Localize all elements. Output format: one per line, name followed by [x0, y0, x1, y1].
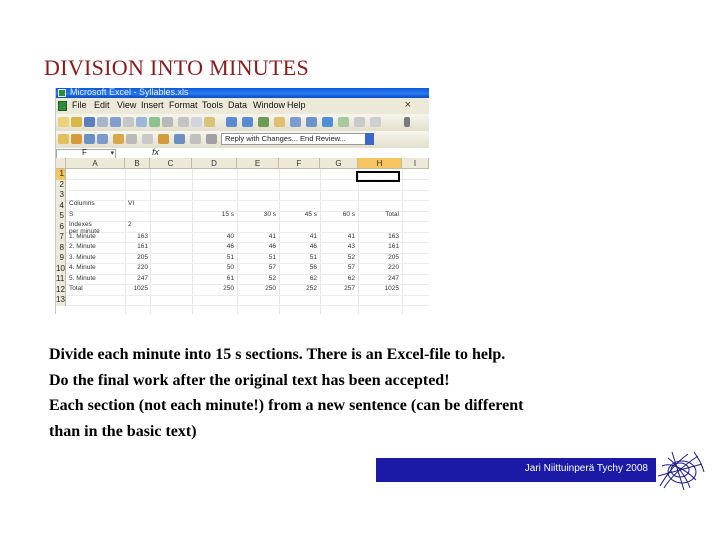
end-review-button[interactable]	[365, 133, 374, 145]
drawing-icon[interactable]	[338, 117, 349, 127]
menu-help[interactable]: Help	[287, 100, 306, 110]
reply-with-changes-box[interactable]	[221, 133, 369, 145]
sort-ascending-icon[interactable]	[290, 117, 301, 127]
cell-g8[interactable]: 43	[347, 243, 355, 250]
cell-b8[interactable]: 161	[137, 243, 148, 250]
menu-format[interactable]: Format	[169, 100, 198, 110]
column-header-c[interactable]: C	[150, 158, 192, 169]
cell-b9[interactable]: 205	[137, 254, 148, 261]
column-header-b[interactable]: B	[125, 158, 150, 169]
cell-a4[interactable]: Columns	[69, 200, 95, 207]
column-header-f[interactable]: F	[279, 158, 320, 169]
cell-g10[interactable]: 57	[347, 264, 355, 271]
cell-a6[interactable]: Indexes	[69, 221, 92, 228]
row-header-3[interactable]: 3	[56, 190, 66, 201]
cell-a10[interactable]: 4. Minute	[69, 264, 96, 271]
open-icon[interactable]	[71, 117, 82, 127]
cell-g9[interactable]: 52	[347, 254, 355, 261]
cell-b11[interactable]: 247	[137, 275, 148, 282]
cell-h12[interactable]: 1025	[384, 285, 399, 292]
cell-a7[interactable]: 1. Minute	[69, 233, 96, 240]
column-header-e[interactable]: E	[237, 158, 279, 169]
worksheet-grid[interactable]	[56, 169, 429, 314]
cell-h9[interactable]: 205	[388, 254, 399, 261]
cell-a6-wrap[interactable]: per minute	[69, 228, 100, 235]
cell-f5[interactable]: 45 s	[304, 211, 317, 218]
cell-d10[interactable]: 50	[226, 264, 234, 271]
review-icon-9[interactable]	[190, 134, 201, 144]
cell-e9[interactable]: 51	[268, 254, 276, 261]
cell-a8[interactable]: 2. Minute	[69, 243, 96, 250]
cut-icon[interactable]	[178, 117, 189, 127]
folder-icon[interactable]	[58, 134, 69, 144]
row-header-12[interactable]: 12	[56, 284, 65, 294]
menu-file[interactable]: File	[72, 100, 87, 110]
sort-descending-icon[interactable]	[306, 117, 317, 127]
slide-title: DIVISION INTO MINUTES	[44, 55, 309, 80]
undo-icon[interactable]	[226, 117, 237, 127]
cell-h10[interactable]: 220	[388, 264, 399, 271]
formula-fx-icon[interactable]: fx	[152, 147, 160, 157]
reviewing-toolbar	[56, 131, 429, 149]
cell-g7[interactable]: 41	[347, 233, 355, 240]
cell-f8[interactable]: 46	[309, 243, 317, 250]
row-header-10[interactable]: 10	[56, 263, 65, 273]
review-icon-10[interactable]	[206, 134, 217, 144]
menu-insert[interactable]: Insert	[141, 100, 164, 110]
toolbar-options-icon[interactable]	[404, 117, 410, 127]
column-header-g[interactable]: G	[320, 158, 358, 169]
instruction-line-2: Do the final work after the original text has been accepted!	[49, 371, 450, 389]
research-icon[interactable]	[162, 117, 173, 127]
column-header-d[interactable]: D	[192, 158, 237, 169]
cell-b7[interactable]: 163	[137, 233, 148, 240]
name-box-value: F	[82, 148, 87, 157]
chevron-down-icon[interactable]: ▾	[110, 150, 114, 157]
excel-title-bar	[56, 88, 429, 98]
paste-icon[interactable]	[204, 117, 215, 127]
menu-view[interactable]: View	[117, 100, 137, 110]
cell-e12[interactable]: 250	[265, 285, 276, 292]
cell-f12[interactable]: 252	[306, 285, 317, 292]
cell-a11[interactable]: 5. Minute	[69, 275, 96, 282]
footer-bar	[376, 458, 656, 482]
excel-window-title: Microsoft Excel - Syllables.xls	[70, 88, 189, 97]
row-header-9[interactable]: 9	[56, 253, 66, 264]
review-icon-6[interactable]	[142, 134, 153, 144]
standard-toolbar	[56, 114, 429, 132]
review-icon-1[interactable]	[71, 134, 82, 144]
chart-wizard-icon[interactable]	[322, 117, 333, 127]
review-icon-5[interactable]	[126, 134, 137, 144]
column-header-a[interactable]: A	[66, 158, 125, 169]
cell-f9[interactable]: 51	[309, 254, 317, 261]
redo-icon[interactable]	[242, 117, 253, 127]
review-icon-7[interactable]	[158, 134, 169, 144]
email-icon[interactable]	[110, 117, 121, 127]
cell-a5[interactable]: S	[69, 211, 74, 218]
close-workbook-icon[interactable]: ×	[404, 99, 411, 111]
review-icon-4[interactable]	[113, 134, 124, 144]
cell-f10[interactable]: 56	[309, 264, 317, 271]
print-icon[interactable]	[123, 117, 134, 127]
menu-data[interactable]: Data	[228, 100, 248, 110]
row-header-6[interactable]: 6	[56, 222, 66, 233]
review-icon-2[interactable]	[84, 134, 95, 144]
row-header-4[interactable]: 4	[56, 201, 66, 212]
cell-b12[interactable]: 1025	[133, 285, 148, 292]
row-header-7[interactable]: 7	[56, 232, 66, 243]
excel-app-icon	[58, 89, 66, 97]
cell-d8[interactable]: 46	[226, 243, 234, 250]
excel-screenshot	[55, 88, 429, 314]
cell-h7[interactable]: 163	[388, 233, 399, 240]
select-all-corner[interactable]	[56, 158, 66, 169]
permission-icon[interactable]	[97, 117, 108, 127]
footer-credit: Jari Niittuinperä Tychy 2008	[524, 463, 648, 474]
excel-menu-bar	[56, 98, 429, 115]
cell-e8[interactable]: 46	[268, 243, 276, 250]
row-header-5[interactable]: 5	[56, 211, 66, 222]
cell-d11[interactable]: 61	[226, 275, 234, 282]
review-icon-8[interactable]	[174, 134, 185, 144]
cell-h5[interactable]: Total	[385, 211, 399, 218]
instruction-text	[49, 342, 689, 445]
menu-tools[interactable]: Tools	[202, 100, 224, 110]
cell-e10[interactable]: 57	[268, 264, 276, 271]
cell-d7[interactable]: 40	[226, 233, 234, 240]
help-icon[interactable]	[370, 117, 381, 127]
cell-g11[interactable]: 62	[347, 275, 355, 282]
cell-b10[interactable]: 220	[137, 264, 148, 271]
reply-with-changes-label: Reply with Changes... End Review...	[225, 134, 346, 143]
workbook-icon	[58, 101, 67, 111]
cell-e7[interactable]: 41	[268, 233, 276, 240]
cell-f11[interactable]: 62	[309, 275, 317, 282]
copy-icon[interactable]	[191, 117, 202, 127]
autosum-icon[interactable]	[274, 117, 285, 127]
spelling-icon[interactable]	[149, 117, 160, 127]
new-icon[interactable]	[58, 117, 69, 127]
cell-e5[interactable]: 30 s	[263, 211, 276, 218]
instruction-line-3: Each section (not each minute!) from a new sentence (can be different	[49, 397, 524, 415]
instruction-line-4: than in the basic text)	[49, 423, 197, 441]
cell-a12[interactable]: Total	[69, 285, 83, 292]
sketch-logo-icon	[654, 446, 708, 492]
column-header-i[interactable]: I	[402, 158, 429, 169]
column-headers	[56, 158, 429, 169]
row-header-1[interactable]: 1	[56, 169, 66, 180]
cell-b4[interactable]: VI	[128, 200, 135, 207]
review-icon-3[interactable]	[97, 134, 108, 144]
row-header-11[interactable]: 11	[56, 274, 65, 283]
active-cell-h1[interactable]	[356, 171, 400, 182]
save-icon[interactable]	[84, 117, 95, 127]
cell-h8[interactable]: 161	[388, 243, 399, 250]
cell-a9[interactable]: 3. Minute	[69, 254, 96, 261]
cell-d12[interactable]: 250	[223, 285, 234, 292]
row-header-13[interactable]: 13	[56, 295, 65, 304]
cell-d5[interactable]: 15 s	[221, 211, 234, 218]
row-header-2[interactable]: 2	[56, 180, 66, 191]
cell-e11[interactable]: 52	[268, 275, 276, 282]
cell-h11[interactable]: 247	[388, 275, 399, 282]
zoom-icon[interactable]	[354, 117, 365, 127]
cell-f7[interactable]: 41	[309, 233, 317, 240]
hyperlink-icon[interactable]	[258, 117, 269, 127]
menu-window[interactable]: Window	[253, 100, 286, 110]
cell-g5[interactable]: 60 s	[342, 211, 355, 218]
column-header-h[interactable]: H	[358, 158, 402, 169]
cell-d9[interactable]: 51	[226, 254, 234, 261]
cell-b6[interactable]: 2	[128, 221, 132, 228]
cell-g12[interactable]: 257	[344, 285, 355, 292]
instruction-line-1: Divide each minute into 15 s sections. There is an Excel-file to help.	[49, 346, 506, 363]
menu-edit[interactable]: Edit	[94, 100, 110, 110]
print-preview-icon[interactable]	[136, 117, 147, 127]
row-header-8[interactable]: 8	[56, 243, 66, 254]
